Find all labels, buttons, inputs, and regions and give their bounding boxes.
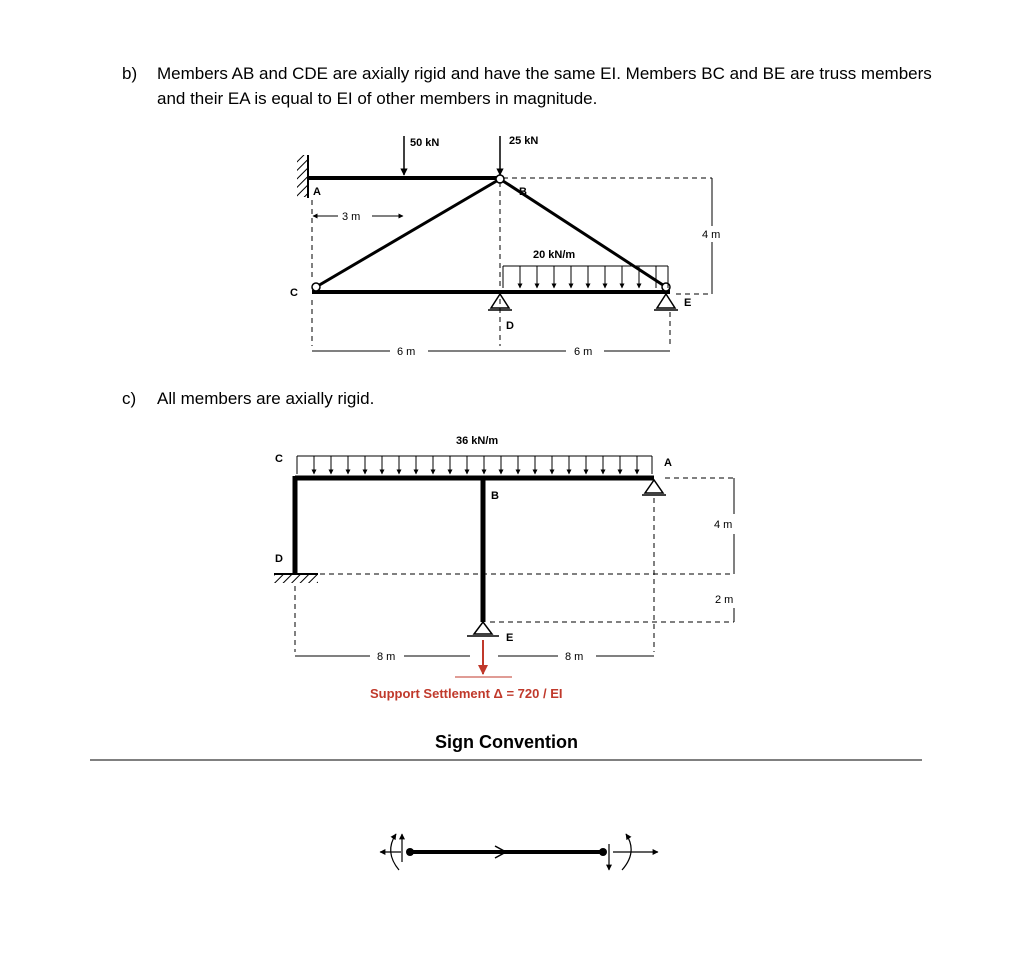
udl-20-arrows <box>503 266 668 288</box>
dim-3m-label: 3 m <box>342 211 361 223</box>
node-e-label: E <box>684 297 692 309</box>
dim-6m-right-label: 6 m <box>574 346 593 358</box>
part-c-marker: c) <box>122 389 137 408</box>
wall-a-hatch <box>297 155 307 197</box>
part-b-marker: b) <box>122 64 138 83</box>
node-d-label: D <box>506 320 514 332</box>
udl-36-label: 36 kN/m <box>456 435 499 447</box>
part-b-diagram <box>290 135 720 358</box>
member-bc <box>316 179 500 287</box>
hinge-e <box>662 283 670 291</box>
node-b-label: B <box>519 186 527 198</box>
hinge-b <box>496 175 504 183</box>
node-b-c-label: B <box>491 490 499 502</box>
sign-convention-diagram <box>380 834 658 870</box>
support-d-hatch <box>274 575 318 583</box>
sign-convention-title: Sign Convention <box>435 732 578 752</box>
settlement-label: Support Settlement Δ = 720 / EI <box>370 686 563 701</box>
dim-4m-label: 4 m <box>702 229 721 241</box>
load-25-label: 25 kN <box>509 135 539 147</box>
node-c-label: C <box>290 287 298 299</box>
dim-8m-right-label: 8 m <box>565 651 584 663</box>
part-c-text: All members are axially rigid. <box>157 389 375 408</box>
node-e-c-label: E <box>506 632 514 644</box>
node-d-c-label: D <box>275 553 283 565</box>
dim-6m-left-label: 6 m <box>397 346 416 358</box>
hinge-c <box>312 283 320 291</box>
node-a-c-label: A <box>664 457 672 469</box>
node-c-c-label: C <box>275 453 283 465</box>
dim-2m-c-label: 2 m <box>715 594 734 606</box>
part-b-text-line1: Members AB and CDE are axially rigid and have the same EI. Members BC and BE are truss members <box>157 64 932 83</box>
dim-8m-left-label: 8 m <box>377 651 396 663</box>
dim-4m-c-label: 4 m <box>714 519 733 531</box>
node-a-label: A <box>313 186 321 198</box>
part-c-diagram <box>274 435 734 701</box>
sign-left-node <box>406 848 414 856</box>
part-b-text-line2: and their EA is equal to EI of other members in magnitude. <box>157 89 598 108</box>
support-e-c <box>474 622 492 634</box>
udl-36-arrows <box>297 456 652 474</box>
support-a <box>645 480 663 493</box>
udl-20-label: 20 kN/m <box>533 249 576 261</box>
sign-right-node <box>599 848 607 856</box>
load-50-label: 50 kN <box>410 137 440 149</box>
part-c-guides <box>295 478 734 652</box>
support-e <box>657 294 675 308</box>
